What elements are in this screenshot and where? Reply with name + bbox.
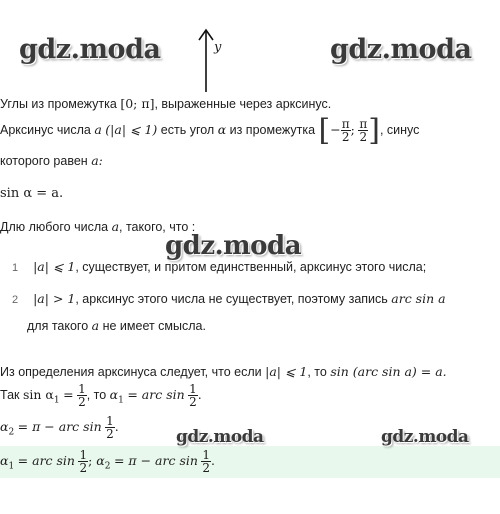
- section-interval: [0; π]: [120, 96, 155, 111]
- fraction-pi-half: [341, 118, 351, 143]
- since-lead: Так: [0, 387, 20, 402]
- definition-var: a: [94, 121, 102, 137]
- fraction-numerator: 1: [202, 448, 211, 462]
- fraction-one-half: [77, 383, 87, 408]
- list-item-line-2: [27, 318, 206, 333]
- fraction-one-half-2: [188, 383, 198, 408]
- fraction-denominator: 2: [79, 461, 88, 475]
- final-eq1: = arc sin: [17, 452, 75, 468]
- conclusion-formula: sin (arc sin a) = a.: [330, 364, 447, 379]
- since-dot: .: [197, 386, 202, 402]
- final-eq2: = π − arc sin: [113, 452, 198, 468]
- fraction-denominator: 2: [341, 130, 350, 144]
- fraction-one-half-5: [201, 449, 211, 474]
- final-dot: .: [211, 452, 216, 468]
- section-title: [0, 96, 331, 111]
- list-item-math-2: arc sin a: [391, 291, 446, 306]
- definition-tail: , синус: [379, 122, 420, 137]
- left-bracket: [: [318, 113, 331, 148]
- fraction-denominator: 2: [78, 395, 86, 409]
- fraction-one-half-3: [105, 415, 115, 440]
- minus-sign: −: [330, 121, 341, 137]
- final-alpha2: α: [96, 452, 105, 468]
- fraction-numerator: π: [359, 117, 368, 131]
- conclusion-line: [0, 364, 447, 379]
- watermark-top-right: gdz.moda: [330, 34, 472, 65]
- definition-lead: Арксинус числа: [0, 122, 91, 137]
- list-item-line2-text: для такого: [27, 319, 89, 333]
- list-item-math: |a| ⩽ 1: [33, 259, 76, 274]
- since-rhs: = arc sin: [127, 386, 185, 402]
- list-item-number: 2: [12, 294, 19, 306]
- watermark-middle: gdz.moda: [165, 231, 302, 261]
- fraction-numerator: 1: [106, 414, 114, 428]
- since-subscript: 1: [53, 395, 60, 406]
- definition-line2-var: a:: [91, 153, 103, 168]
- right-bracket: ]: [368, 113, 380, 148]
- list-item-number: 1: [12, 262, 19, 274]
- fraction-numerator: 1: [79, 448, 88, 462]
- for-any-var: a: [111, 219, 120, 234]
- watermark-bottom-left: gdz.moda: [176, 427, 264, 447]
- conclusion-mid: , то: [307, 365, 327, 379]
- fraction-numerator: 1: [189, 382, 197, 396]
- list-item-text: , существует, и притом единственный, арксинус этого числа;: [75, 260, 427, 274]
- list-item-line2-tail: не имеет смысла.: [102, 319, 206, 333]
- conclusion-condition: |a| ⩽ 1: [265, 364, 308, 379]
- y-axis-label: y: [214, 40, 222, 55]
- since-alpha-subscript: 1: [118, 395, 124, 406]
- list-item: [12, 259, 426, 274]
- since-lhs: sin α: [22, 386, 54, 402]
- definition-line: [0, 113, 419, 148]
- fraction-one-half-4: [78, 449, 88, 474]
- fraction-numerator: 1: [78, 382, 86, 396]
- alpha2-subscript: 2: [8, 427, 15, 438]
- for-any-tail: , такого, что :: [119, 220, 196, 234]
- final-separator: ;: [88, 452, 97, 468]
- final-subscript-2: 2: [104, 461, 111, 472]
- definition-range-text: из промежутка: [229, 122, 316, 137]
- main-formula: sin α = a.: [0, 186, 64, 201]
- definition-line-2: [0, 153, 103, 168]
- list-item-line2-var: a: [91, 318, 100, 333]
- fraction-numerator: π: [341, 117, 350, 131]
- since-line: Так $\sin \alpha_1$ = $\frac{1}{2}$ , то $\alpha_1$ = arc sin $\frac{1}{2}$ .: [0, 382, 202, 409]
- fraction-pi-half-2: [358, 118, 368, 143]
- for-any-lead: Длю любого числа: [0, 220, 109, 234]
- fraction-denominator: 2: [106, 427, 114, 441]
- final-answer: [0, 449, 215, 474]
- section-title-text: Углы из промежутка: [0, 97, 117, 111]
- alpha2-rhs: = π − arc sin: [17, 418, 102, 434]
- list-item-text: , арксинус этого числа не существует, поэтому запись: [75, 292, 388, 306]
- definition-alpha: α: [217, 121, 227, 137]
- list-item: [12, 291, 446, 306]
- fraction-denominator: 2: [359, 130, 368, 144]
- alpha2-dot: .: [114, 418, 119, 434]
- final-alpha1: α: [0, 452, 9, 468]
- fraction-denominator: 2: [189, 395, 197, 409]
- fraction-denominator: 2: [202, 461, 211, 475]
- section-title-tail: , выраженные через арксинус.: [154, 97, 332, 111]
- since-eq: =: [63, 386, 74, 402]
- y-axis-arrow-icon: [196, 28, 220, 94]
- alpha2-lhs: α: [0, 418, 9, 434]
- conclusion-lead: Из определения арксинуса следует, что если: [0, 365, 262, 379]
- list-item-math: |a| > 1: [33, 291, 76, 306]
- watermark-top-left: gdz.moda: [19, 34, 161, 65]
- watermark-bottom-right: gdz.moda: [381, 427, 469, 447]
- definition-line2-text: которого равен: [0, 154, 88, 168]
- alpha2-line: [0, 415, 119, 440]
- definition-mid: есть угол: [160, 122, 215, 137]
- for-any-line: [0, 219, 195, 234]
- definition-condition: (|a| ⩽ 1): [105, 121, 158, 137]
- separator: ;: [350, 121, 355, 137]
- final-subscript-1: 1: [8, 461, 15, 472]
- since-to: , то: [86, 387, 107, 402]
